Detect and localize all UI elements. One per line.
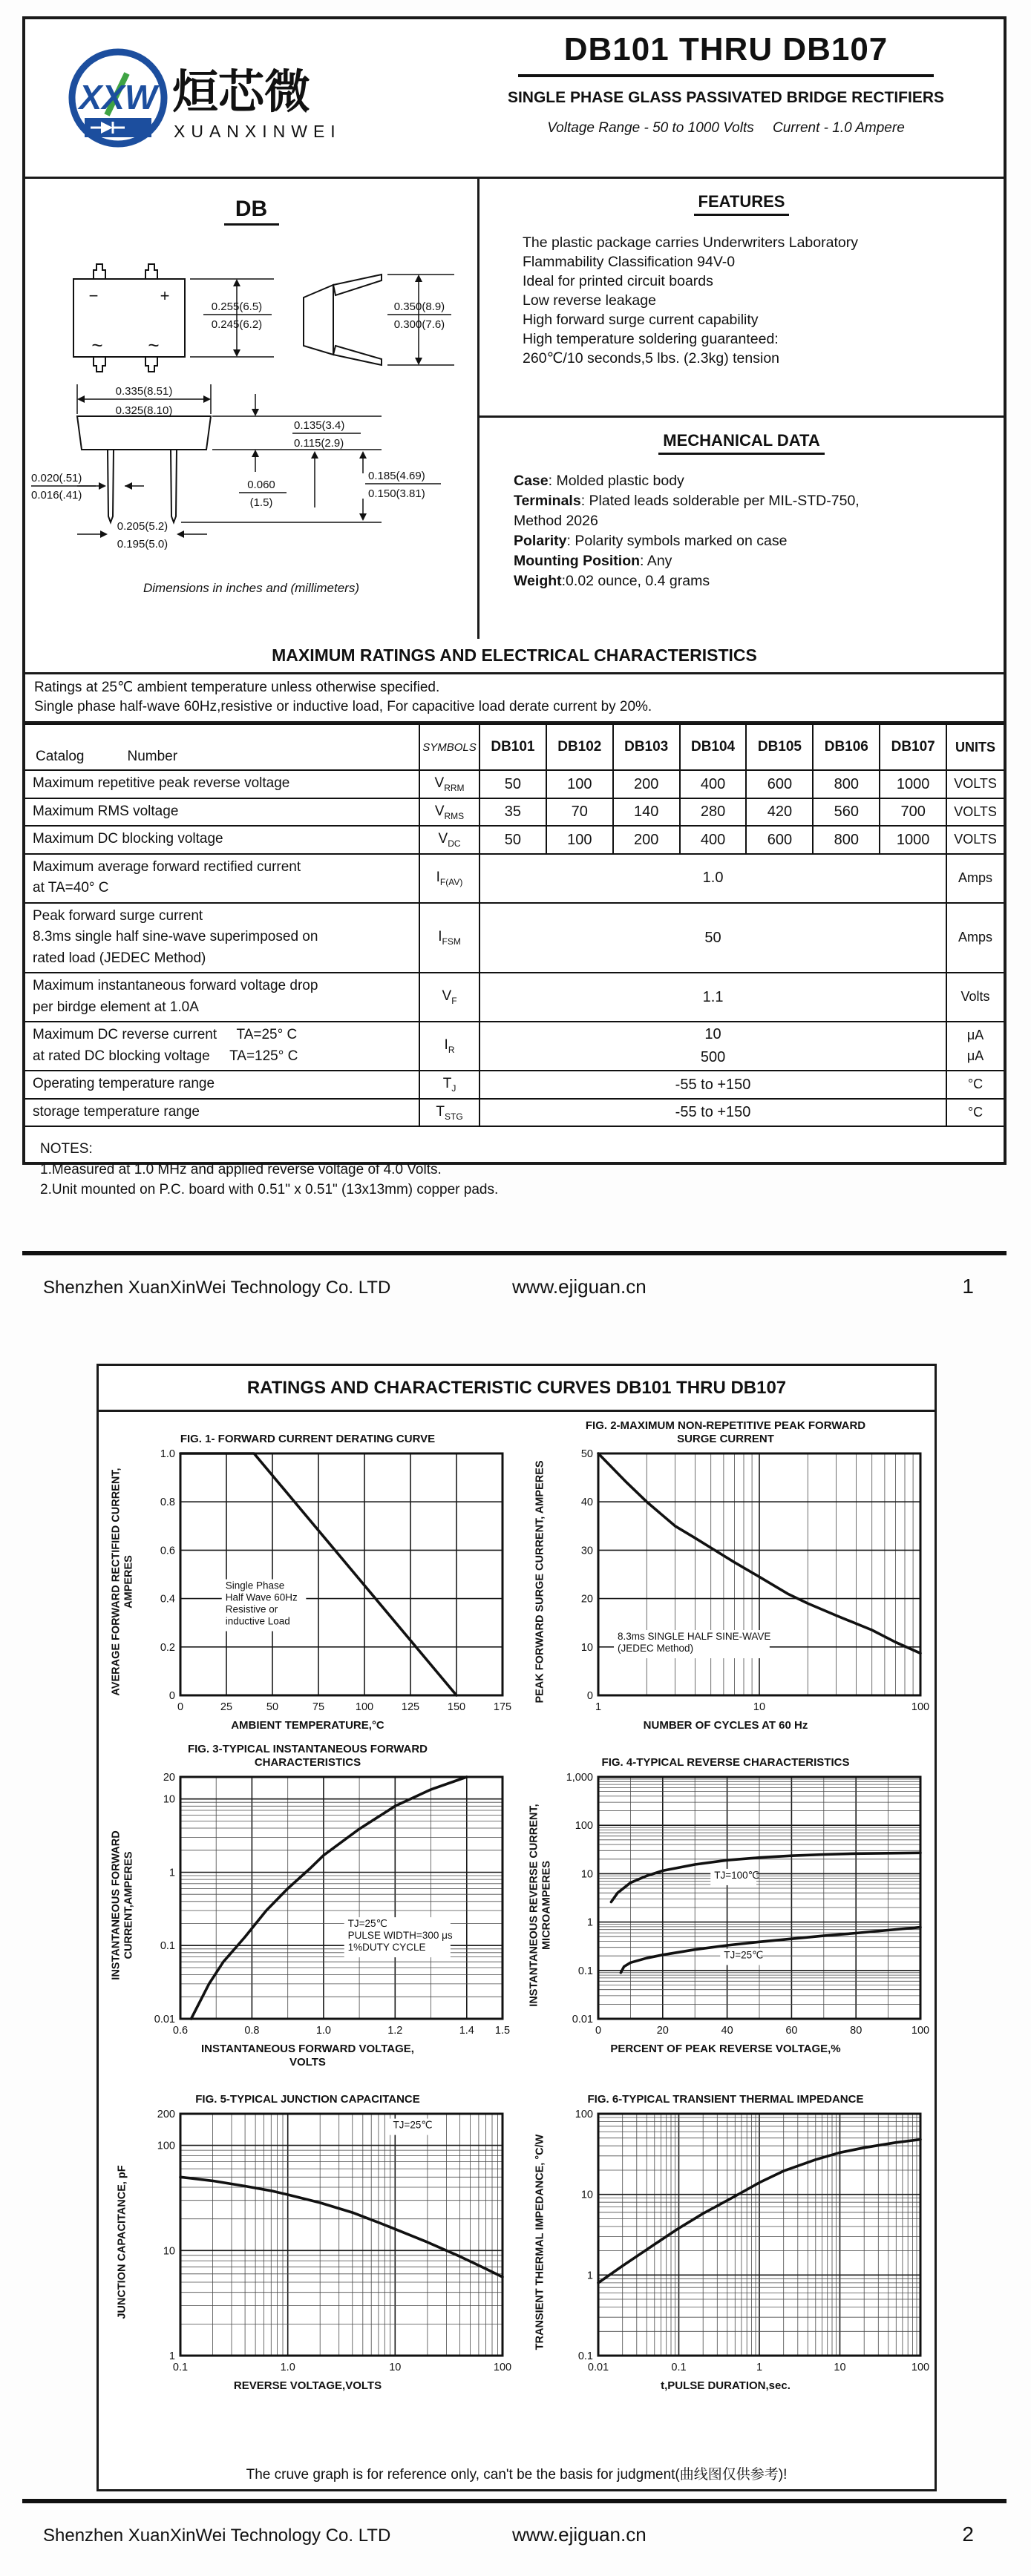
fig2-xlabel: NUMBER OF CYCLES AT 60 Hz xyxy=(643,1719,808,1732)
svg-text:8.3ms SINGLE HALF SINE-WAVE: 8.3ms SINGLE HALF SINE-WAVE xyxy=(617,1631,770,1643)
symbol-cell: $V_F$ xyxy=(419,973,480,1022)
svg-text:10: 10 xyxy=(833,2362,846,2373)
value-cell: 200 xyxy=(613,826,680,854)
svg-text:1: 1 xyxy=(756,2362,762,2373)
current-rating: Current - 1.0 Ampere xyxy=(773,120,905,136)
svg-text:Single Phase: Single Phase xyxy=(225,1580,284,1591)
svg-text:30: 30 xyxy=(580,1545,593,1557)
ratings-section-title: MAXIMUM RATINGS AND ELECTRICAL CHARACTERISTICS xyxy=(25,639,1004,674)
svg-text:20: 20 xyxy=(580,1593,593,1606)
company-name: Shenzhen XuanXinWei Technology Co. LTD xyxy=(43,2526,391,2546)
symbol-cell: $T_{STG}$ xyxy=(419,1099,480,1127)
fig2-plot xyxy=(560,1446,931,1718)
svg-text:0: 0 xyxy=(168,1690,175,1702)
svg-text:100: 100 xyxy=(911,2362,929,2373)
table-row xyxy=(25,854,1004,903)
value-cell: 100 xyxy=(546,770,613,798)
notes-title: NOTES: xyxy=(40,1141,93,1157)
dimensions-note: Dimensions in inches and (millimeters) xyxy=(143,581,359,595)
svg-text:100: 100 xyxy=(911,1701,929,1713)
header xyxy=(25,19,1004,179)
value-cell: 10 500 xyxy=(480,1022,946,1071)
param-cell: Operating temperature range xyxy=(25,1071,419,1099)
svg-text:200: 200 xyxy=(157,2109,175,2120)
feature-item: The plastic package carries Underwriters Laboratory xyxy=(523,234,858,251)
value-cell: 50 xyxy=(480,770,546,798)
package-outline-drawing xyxy=(25,227,471,576)
svg-text:60: 60 xyxy=(785,2025,797,2037)
fig2-peak-forward-surge-current xyxy=(518,1419,934,1732)
mechanical-line: Weight:0.02 ounce, 0.4 grams xyxy=(514,572,710,589)
mechanical-line: Polarity: Polarity symbols marked on case xyxy=(514,532,788,549)
feature-item: 260℃/10 seconds,5 lbs. (2.3kg) tension xyxy=(523,349,780,367)
value-cell: 35 xyxy=(480,798,546,827)
value-cell: 700 xyxy=(880,798,946,827)
dim-side-bot: 0.300(7.6) xyxy=(393,318,445,331)
svg-text:1%DUTY CYCLE: 1%DUTY CYCLE xyxy=(347,1942,425,1954)
svg-text:0.01: 0.01 xyxy=(154,2014,175,2025)
tagline xyxy=(448,120,1004,137)
value-cell: 70 xyxy=(546,798,613,827)
svg-text:10: 10 xyxy=(580,1641,593,1654)
fig3-plot xyxy=(142,1770,513,2041)
svg-text:80: 80 xyxy=(849,2025,862,2037)
mechanical-line: Terminals: Plated leads solderable per MIL-STD-750, xyxy=(514,492,860,509)
logo-chinese: 烜芯微 xyxy=(172,67,311,118)
curves-section-title: RATINGS AND CHARACTERISTIC CURVES DB101 THRU DB107 xyxy=(99,1366,935,1412)
value-cell: 1000 xyxy=(880,826,946,854)
svg-text:1.0: 1.0 xyxy=(160,1448,175,1460)
dim-side-top: 0.350(8.9) xyxy=(393,300,445,313)
fig5-title: FIG. 5-TYPICAL JUNCTION CAPACITANCE xyxy=(195,2093,420,2106)
fig3-ylabel: INSTANTANEOUS FORWARD CURRENT,AMPERES xyxy=(109,1830,134,1980)
fig4-title: FIG. 4-TYPICAL REVERSE CHARACTERISTICS xyxy=(601,1756,850,1769)
svg-text:10: 10 xyxy=(580,2189,593,2201)
table-row xyxy=(25,903,1004,973)
units-cell: VOLTS xyxy=(946,770,1004,798)
fig5-ylabel: JUNCTION CAPACITANCE, pF xyxy=(116,2165,128,2319)
page-title: DB101 THRU DB107 xyxy=(563,31,888,68)
fig4-ylabel: INSTANTANEOUS REVERSE CURRENT, MICROAMPERES xyxy=(527,1804,552,2007)
value-cell: 400 xyxy=(680,826,747,854)
svg-text:1.0: 1.0 xyxy=(315,2025,331,2037)
dim-height-top: 0.255(6.5) xyxy=(211,300,263,313)
svg-text:10: 10 xyxy=(753,1701,765,1713)
svg-text:1.5: 1.5 xyxy=(494,2025,510,2037)
fig3-title: FIG. 3-TYPICAL INSTANTANEOUS FORWARD CHARACTERISTICS xyxy=(187,1743,428,1769)
ac-mark-1: ~ xyxy=(91,334,103,356)
ratings-condition-2: Single phase half-wave 60Hz,resistive or inductive load, For capacitive load derate current by 20%. xyxy=(34,698,652,714)
logo-graphic xyxy=(55,35,448,161)
company-name: Shenzhen XuanXinWei Technology Co. LTD xyxy=(43,1278,391,1298)
value-cell: 1.1 xyxy=(480,973,946,1022)
svg-text:20: 20 xyxy=(656,2025,669,2037)
units-cell: VOLTS xyxy=(946,798,1004,827)
svg-text:inductive Load: inductive Load xyxy=(225,1615,290,1627)
fig6-xlabel: t,PULSE DURATION,sec. xyxy=(661,2379,791,2392)
col-part-DB107: DB107 xyxy=(880,724,946,770)
logo-english: XUANXINWEI xyxy=(174,122,341,141)
table-row xyxy=(25,973,1004,1022)
table-row xyxy=(25,770,1004,798)
svg-text:PULSE WIDTH=300 μs: PULSE WIDTH=300 μs xyxy=(347,1930,453,1942)
features-list xyxy=(523,234,989,368)
dim-width-bot: 0.325(8.10) xyxy=(115,404,173,417)
fig5-xlabel: REVERSE VOLTAGE,VOLTS xyxy=(233,2379,382,2392)
ratings-condition-1: Ratings at 25℃ ambient temperature unless otherwise specified. xyxy=(34,680,440,695)
fig4-xlabel: PERCENT OF PEAK REVERSE VOLTAGE,% xyxy=(610,2043,841,2055)
mechanical-line: Mounting Position: Any xyxy=(514,552,672,569)
param-cell: Maximum DC reverse current TA=25° C at rated DC blocking voltage TA=125° C xyxy=(25,1022,419,1071)
value-cell: 200 xyxy=(613,770,680,798)
units-cell: Volts xyxy=(946,973,1004,1022)
svg-text:0.01: 0.01 xyxy=(572,2014,593,2025)
col-part-DB104: DB104 xyxy=(680,724,747,770)
table-row xyxy=(25,1099,1004,1127)
svg-text:1: 1 xyxy=(168,1867,175,1879)
param-cell: Peak forward surge current 8.3ms single half sine-wave superimposed on rated load (JEDEC Method) xyxy=(25,903,419,973)
svg-text:1.4: 1.4 xyxy=(459,2025,474,2037)
svg-text:1.0: 1.0 xyxy=(280,2362,295,2373)
col-part-DB103: DB103 xyxy=(613,724,680,770)
param-cell: Maximum RMS voltage xyxy=(25,798,419,827)
feature-item: High forward surge current capability xyxy=(523,311,759,328)
value-cell: 100 xyxy=(546,826,613,854)
fig5-typical-junction-capacitance xyxy=(100,2080,516,2393)
fig1-forward-current-derating xyxy=(100,1419,516,1732)
svg-text:0.6: 0.6 xyxy=(172,2025,188,2037)
charts-grid xyxy=(99,1412,935,2393)
svg-text:40: 40 xyxy=(721,2025,733,2037)
units-cell: VOLTS xyxy=(946,826,1004,854)
value-cell: 560 xyxy=(813,798,880,827)
param-cell: Maximum average forward rectified current at TA=40° C xyxy=(25,854,419,903)
datasheet-page-1 xyxy=(22,16,1007,1198)
value-cell: -55 to +150 xyxy=(480,1099,946,1127)
symbol-cell: $V_{RMS}$ xyxy=(419,798,480,827)
col-part-DB105: DB105 xyxy=(746,724,813,770)
ratings-conditions xyxy=(25,674,1004,723)
note-item: 2.Unit mounted on P.C. board with 0.51" x 0.51" (13x13mm) copper pads. xyxy=(40,1182,499,1198)
package-drawing-panel xyxy=(25,179,480,639)
svg-text:0: 0 xyxy=(177,1701,183,1713)
value-cell: 280 xyxy=(680,798,747,827)
mechanical-title: MECHANICAL DATA xyxy=(658,431,824,455)
value-cell: 800 xyxy=(813,770,880,798)
svg-text:1: 1 xyxy=(586,2270,593,2282)
svg-text:1: 1 xyxy=(586,1916,593,1929)
value-cell: 140 xyxy=(613,798,680,827)
svg-text:100: 100 xyxy=(911,2025,929,2037)
curves-disclaimer: The cruve graph is for reference only, can't be the basis for judgment(曲线图仅供参考)! xyxy=(246,2467,788,2483)
mechanical-data-section xyxy=(480,418,1004,639)
svg-text:20: 20 xyxy=(163,1772,175,1784)
value-cell: 50 xyxy=(480,826,546,854)
footer-page-1 xyxy=(22,1251,1007,1298)
fig6-title: FIG. 6-TYPICAL TRANSIENT THERMAL IMPEDANCE xyxy=(587,2093,864,2106)
fig3-instantaneous-forward-characteristics xyxy=(100,1743,516,2069)
table-row xyxy=(25,1071,1004,1099)
notes-list xyxy=(40,1160,989,1200)
fig1-xlabel: AMBIENT TEMPERATURE,°C xyxy=(231,1719,384,1732)
param-cell: Maximum DC blocking voltage xyxy=(25,826,419,854)
value-cell: 600 xyxy=(746,826,813,854)
feature-item: Flammability Classification 94V-0 xyxy=(523,253,736,270)
symbol-cell: $V_{DC}$ xyxy=(419,826,480,854)
page-number: 1 xyxy=(962,1275,974,1298)
svg-text:TJ=25℃: TJ=25℃ xyxy=(347,1918,387,1930)
features-title: FEATURES xyxy=(694,192,790,216)
page-number: 2 xyxy=(962,2523,974,2546)
note-item: 1.Measured at 1.0 MHz and applied reverse voltage of 4.0 Volts. xyxy=(40,1161,442,1177)
fig3-xlabel: INSTANTANEOUS FORWARD VOLTAGE, VOLTS xyxy=(201,2043,414,2069)
units-cell: μA μA xyxy=(946,1022,1004,1071)
symbol-cell: $I_R$ xyxy=(419,1022,480,1071)
param-cell: Maximum instantaneous forward voltage drop per birdge element at 1.0A xyxy=(25,973,419,1022)
value-cell: 1.0 xyxy=(480,854,946,903)
symbol-cell: $V_{RRM}$ xyxy=(419,770,480,798)
value-cell: 600 xyxy=(746,770,813,798)
title-rule xyxy=(518,74,934,77)
polarity-minus: − xyxy=(88,286,99,305)
svg-text:0.01: 0.01 xyxy=(587,2362,609,2373)
col-units: UNITS xyxy=(946,724,1004,770)
svg-text:1: 1 xyxy=(595,1701,601,1713)
svg-text:0.8: 0.8 xyxy=(160,1496,175,1509)
ac-mark-2: ~ xyxy=(148,334,160,356)
dim-standoff-bot: (1.5) xyxy=(249,496,273,509)
value-cell: -55 to +150 xyxy=(480,1071,946,1099)
svg-text:TJ=100℃: TJ=100℃ xyxy=(713,1869,759,1881)
fig6-ylabel: TRANSIENT THERMAL IMPEDANCE, °C/W xyxy=(534,2134,546,2350)
col-part-DB101: DB101 xyxy=(480,724,546,770)
svg-text:0.6: 0.6 xyxy=(160,1545,175,1557)
dim-lead-top: 0.185(4.69) xyxy=(368,470,425,482)
svg-text:100: 100 xyxy=(575,2109,593,2120)
website-link[interactable]: www.ejiguan.cn xyxy=(512,1275,647,1298)
svg-text:125: 125 xyxy=(401,1701,419,1713)
svg-text:0.4: 0.4 xyxy=(160,1593,175,1606)
dim-height-bot: 0.245(6.2) xyxy=(211,318,263,331)
value-cell: 800 xyxy=(813,826,880,854)
polarity-plus: + xyxy=(160,286,170,305)
datasheet-page-2 xyxy=(96,1364,937,2491)
fig6-transient-thermal-impedance xyxy=(518,2080,934,2393)
svg-text:10: 10 xyxy=(163,2245,175,2258)
svg-text:0.1: 0.1 xyxy=(172,2362,188,2373)
svg-text:10: 10 xyxy=(580,1868,593,1881)
dim-pitch-bot: 0.195(5.0) xyxy=(117,538,168,551)
voltage-range: Voltage Range - 50 to 1000 Volts xyxy=(547,120,754,136)
svg-text:TJ=25℃: TJ=25℃ xyxy=(723,1949,763,1961)
value-cell: 420 xyxy=(746,798,813,827)
fig1-plot xyxy=(142,1446,513,1718)
units-cell: Amps xyxy=(946,854,1004,903)
svg-text:0.8: 0.8 xyxy=(243,2025,259,2037)
svg-text:40: 40 xyxy=(580,1496,593,1509)
company-logo xyxy=(25,19,448,177)
value-cell: 1000 xyxy=(880,770,946,798)
svg-text:50: 50 xyxy=(266,1701,278,1713)
fig4-typical-reverse-characteristics xyxy=(518,1743,934,2069)
svg-text:Half Wave 60Hz: Half Wave 60Hz xyxy=(225,1591,298,1603)
fig1-title: FIG. 1- FORWARD CURRENT DERATING CURVE xyxy=(180,1433,436,1445)
mechanical-line: Method 2026 xyxy=(514,512,598,529)
svg-text:100: 100 xyxy=(493,2362,511,2373)
symbol-cell: $T_J$ xyxy=(419,1071,480,1099)
dim-body-bot: 0.115(2.9) xyxy=(294,437,344,450)
table-header-row xyxy=(25,724,1004,770)
mechanical-line: Case: Molded plastic body xyxy=(514,473,684,489)
svg-text:175: 175 xyxy=(493,1701,511,1713)
table-row xyxy=(25,1022,1004,1071)
dim-lead-bot: 0.150(3.81) xyxy=(368,487,425,500)
svg-text:Resistive or: Resistive or xyxy=(225,1603,278,1615)
fig1-ylabel: AVERAGE FORWARD RECTIFIED CURRENT, AMPERES xyxy=(109,1468,134,1696)
svg-text:0.1: 0.1 xyxy=(160,1940,175,1953)
footer-page-2 xyxy=(22,2499,1007,2546)
svg-text:0.2: 0.2 xyxy=(160,1641,175,1654)
units-cell: °C xyxy=(946,1099,1004,1127)
param-cell: Maximum repetitive peak reverse voltage xyxy=(25,770,419,798)
col-part-DB106: DB106 xyxy=(813,724,880,770)
svg-text:100: 100 xyxy=(157,2140,175,2152)
svg-text:25: 25 xyxy=(220,1701,232,1713)
svg-text:100: 100 xyxy=(575,1820,593,1833)
feature-item: Low reverse leakage xyxy=(523,292,656,309)
svg-text:TJ=25℃: TJ=25℃ xyxy=(392,2119,433,2131)
svg-text:10: 10 xyxy=(163,1793,175,1806)
svg-text:0: 0 xyxy=(586,1690,593,1702)
fig2-title: FIG. 2-MAXIMUM NON-REPETITIVE PEAK FORWARD SURGE CURRENT xyxy=(585,1419,866,1445)
svg-text:1,000: 1,000 xyxy=(566,1772,593,1784)
website-link[interactable]: www.ejiguan.cn xyxy=(512,2523,647,2546)
dim-pitch-top: 0.205(5.2) xyxy=(117,520,168,533)
units-cell: Amps xyxy=(946,903,1004,973)
dim-leadw-top: 0.020(.51) xyxy=(31,472,82,484)
svg-text:0.1: 0.1 xyxy=(577,1965,593,1977)
param-cell: storage temperature range xyxy=(25,1099,419,1127)
symbol-cell: $I_{FSM}$ xyxy=(419,903,480,973)
svg-text:75: 75 xyxy=(312,1701,324,1713)
col-catalog: Catalog Number xyxy=(25,724,419,770)
dim-leadw-bot: 0.016(.41) xyxy=(31,489,82,502)
footer-rule xyxy=(22,2499,1007,2503)
fig5-plot xyxy=(142,2106,513,2378)
notes-section xyxy=(25,1127,1004,1212)
svg-text:50: 50 xyxy=(580,1448,593,1460)
logo-mark: XXW xyxy=(79,78,157,116)
ratings-table xyxy=(25,723,1004,1127)
svg-text:150: 150 xyxy=(447,1701,465,1713)
fig2-ylabel: PEAK FORWARD SURGE CURRENT, AMPERES xyxy=(534,1460,546,1703)
table-row xyxy=(25,826,1004,854)
col-part-DB102: DB102 xyxy=(546,724,613,770)
package-name: DB xyxy=(224,197,279,226)
feature-item: High temperature soldering guaranteed: xyxy=(523,330,779,347)
svg-text:0: 0 xyxy=(595,2025,601,2037)
svg-text:100: 100 xyxy=(355,1701,373,1713)
dim-width-top: 0.335(8.51) xyxy=(115,385,173,398)
svg-text:10: 10 xyxy=(388,2362,401,2373)
feature-item: Ideal for printed circuit boards xyxy=(523,272,713,289)
symbol-cell: $I_{F(AV)}$ xyxy=(419,854,480,903)
col-symbols: SYMBOLS xyxy=(419,724,480,770)
value-cell: 400 xyxy=(680,770,747,798)
table-row xyxy=(25,798,1004,827)
svg-text:1: 1 xyxy=(168,2350,175,2362)
svg-text:0.1: 0.1 xyxy=(670,2362,687,2373)
dim-standoff-top: 0.060 xyxy=(247,479,275,491)
fig4-plot xyxy=(560,1770,931,2041)
svg-text:0.1: 0.1 xyxy=(577,2350,593,2362)
footer-rule xyxy=(22,1251,1007,1255)
svg-text:1.2: 1.2 xyxy=(387,2025,402,2037)
svg-text:(JEDEC Method): (JEDEC Method) xyxy=(617,1643,693,1655)
units-cell: °C xyxy=(946,1071,1004,1099)
features-section xyxy=(480,179,1004,418)
value-cell: 50 xyxy=(480,903,946,973)
dim-body-top: 0.135(3.4) xyxy=(294,419,345,432)
mechanical-list xyxy=(514,471,992,591)
subtitle: SINGLE PHASE GLASS PASSIVATED BRIDGE RECTIFIERS xyxy=(507,89,945,106)
fig6-plot xyxy=(560,2106,931,2378)
